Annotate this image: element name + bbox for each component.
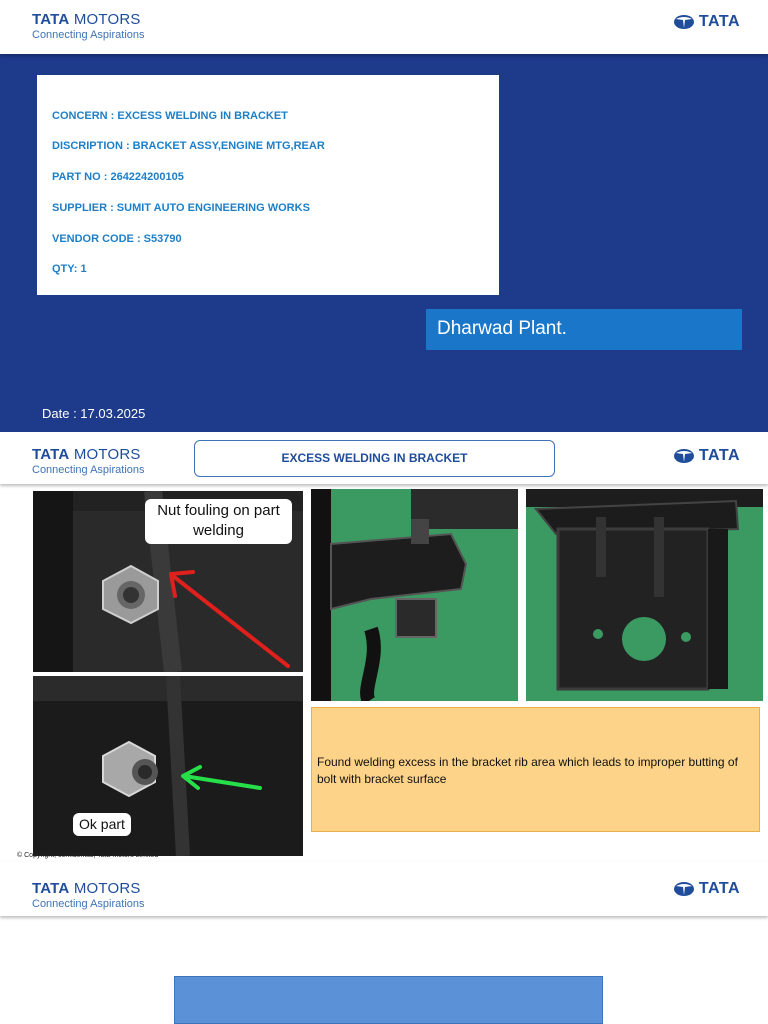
tata-motors-logo: TATA MOTORS Connecting Aspirations [32, 11, 145, 41]
ok-part-photo [33, 676, 303, 856]
ng-part-photo [33, 491, 303, 672]
vendor-code-text: VENDOR CODE : S53790 [52, 233, 182, 245]
red-arrow-icon [163, 566, 298, 672]
slide3-title-block [174, 976, 603, 1024]
tata-logo: TATA [673, 13, 740, 31]
bracket-closeup-photo [311, 489, 518, 701]
tata-logo-icon [673, 14, 695, 30]
tata-logo: TATA [673, 447, 740, 465]
slide1-header [0, 0, 768, 54]
ok-part-callout: Ok part [73, 813, 131, 836]
slide-title-text: EXCESS WELDING IN BRACKET [281, 451, 468, 465]
tata-logo-icon [673, 881, 695, 897]
tata-motors-logo: TATA MOTORS Connecting Aspirations [32, 446, 145, 476]
tata-logo: TATA [673, 880, 740, 898]
part-number-text: PART NO : 264224200105 [52, 171, 184, 183]
tata-motors-logo: TATA MOTORS Connecting Aspirations [32, 880, 145, 910]
quantity-text: QTY: 1 [52, 263, 87, 275]
bracket-assembly-illustration [526, 489, 763, 701]
bracket-assembly-photo [526, 489, 763, 701]
bracket-closeup-illustration [311, 489, 518, 701]
slide-title [194, 440, 555, 477]
nut-fouling-callout: Nut fouling on part welding [145, 499, 292, 544]
concern-info-box [37, 75, 499, 295]
plant-label [426, 309, 742, 350]
copyright-icon: © [17, 852, 23, 859]
plant-name: Dharwad Plant. [437, 318, 567, 339]
finding-text: Found welding excess in the bracket rib area which leads to improper butting of bolt with bracket surface [317, 755, 738, 786]
description-text: DISCRIPTION : BRACKET ASSY,ENGINE MTG,REAR [52, 140, 325, 152]
copyright-note: © Copyright, confidential, Tata Motors Limited [17, 852, 159, 859]
finding-note [311, 707, 760, 832]
supplier-text: SUPPLIER : SUMIT AUTO ENGINEERING WORKS [52, 202, 310, 214]
report-date: Date : 17.03.2025 [42, 406, 146, 421]
tata-logo-icon [673, 448, 695, 464]
slide3-header [0, 862, 768, 916]
concern-text: CONCERN : EXCESS WELDING IN BRACKET [52, 110, 288, 122]
green-arrow-icon [178, 764, 268, 796]
